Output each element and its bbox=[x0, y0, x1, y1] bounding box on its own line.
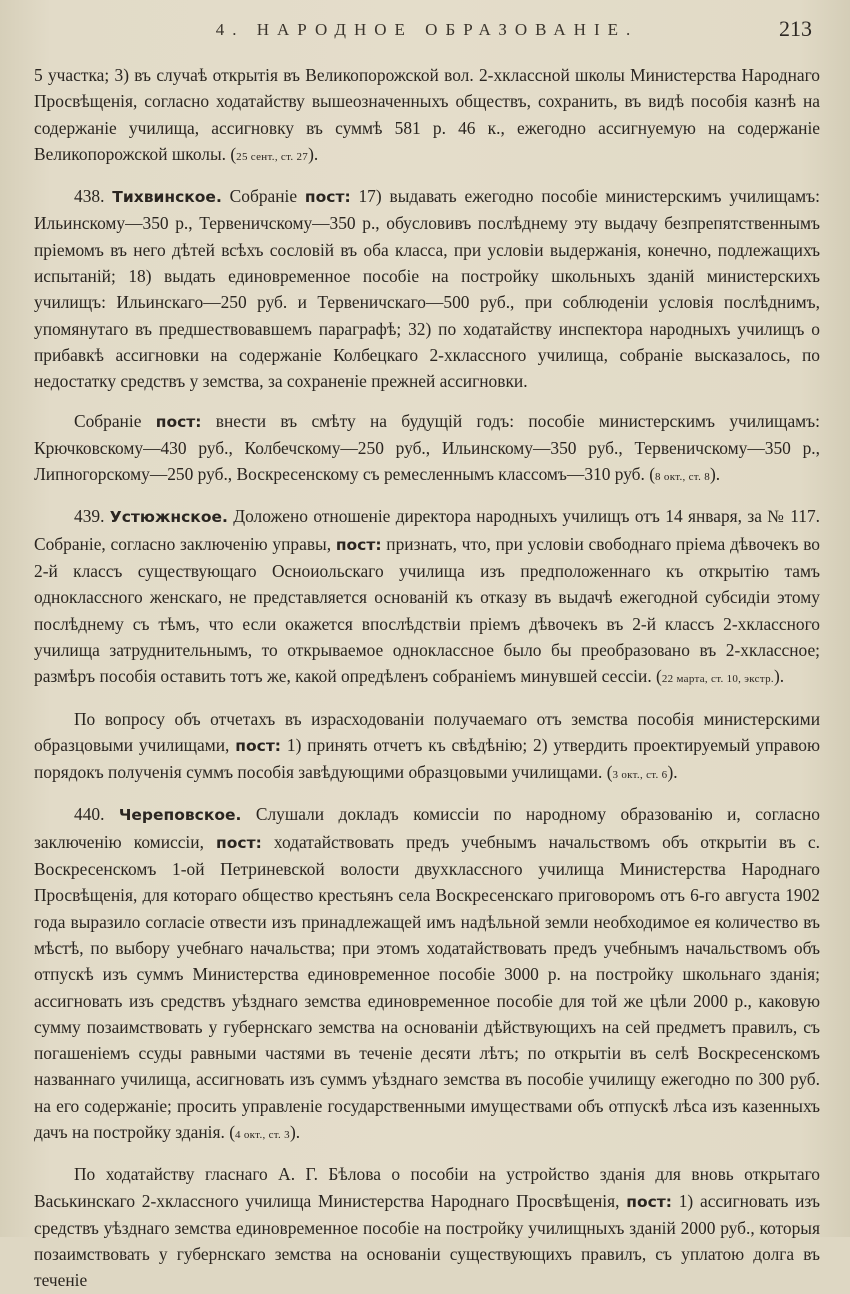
paragraph-text: 5 участка; 3) въ случаѣ открытія въ Великопорожской вол. 2-хклассной школы Министерства Народнаго Просвѣщенія, согласно ходатайству вышеозначенныхъ обществъ, сохранить, въ видѣ пособія казнѣ на содержаніе училища, ассигновку въ суммѣ 581 р. 46 к., ежегодно ассигнуемую на содержаніе Великопорожской школы. bbox=[34, 65, 820, 164]
entry-438-resolution bbox=[34, 408, 820, 491]
session-reference: 8 окт., ст. 8 bbox=[655, 471, 710, 484]
paragraph-text: 1) принять отчетъ къ свѣдѣнію; 2) утвердить проектируемый управою порядокъ полученія суммъ пособія завѣдующими образцовыми училищами. bbox=[34, 734, 820, 783]
paragraph-text: 1) ассигновать изъ средствъ уѣзднаго земства единовременное пособіе на постройку училищныхъ зданій 2000 руб., которыя позаимствовать у губернскаго земства на основаніи существующихъ правилъ, съ уплатою долга въ теченіе bbox=[34, 1190, 820, 1291]
entry-440 bbox=[34, 801, 820, 1148]
page-number: 213 bbox=[779, 16, 812, 41]
paragraph-lead: Собраніе bbox=[229, 186, 298, 207]
resolution-marker: пост: bbox=[335, 535, 382, 554]
reference-open: ( bbox=[230, 143, 237, 164]
resolution-marker: пост: bbox=[216, 833, 262, 852]
paragraph-lead: По вопросу объ отчетахъ въ израсходованіи получаемаго отъ земства пособія министерскими образцовыми училищами, bbox=[34, 708, 820, 755]
entry-440-belov-petition bbox=[34, 1161, 820, 1293]
paragraph-lead: Собраніе bbox=[74, 410, 142, 431]
page-header bbox=[34, 14, 820, 48]
entry-439 bbox=[34, 503, 820, 692]
entry-number: 440. bbox=[74, 804, 105, 825]
session-reference: 3 окт., ст. 6 bbox=[612, 769, 668, 782]
resolution-marker: пост: bbox=[304, 188, 351, 207]
session-reference: 25 сент., ст. 27 bbox=[236, 150, 309, 163]
reference-close: ). bbox=[773, 666, 785, 687]
running-head: 4. НАРОДНОЕ ОБРАЗОВАНІЕ. bbox=[215, 20, 639, 39]
paragraph-lead: По ходатайству гласнаго А. Г. Бѣлова о пособіи на устройство зданія для вновь открытаго Васькинскаго 2-хклассного училища Министерства Народнаго Просвѣщенія, bbox=[34, 1164, 820, 1211]
resolution-marker: пост: bbox=[235, 736, 282, 755]
entry-number: 438. bbox=[74, 186, 105, 207]
paragraph-text: ходатайствовать предъ учебнымъ начальствомъ объ открытіи въ с. Воскресенскомъ 1-ой Петриневской волости двухклассного училища Министерства Народнаго Просвѣщенія, для котораго общество крестьянъ села Воскресенскаго приговоромъ отъ 6-го августа 1902 года выразило согласіе отвести изъ принадлежащей имъ надѣльной земли необходимое ея количество въ мѣстѣ, по выбору учебнаго начальства; при этомъ ходатайствовать предъ учебнымъ начальствомъ объ отпускѣ изъ суммъ Министерства единовременное пособіе 3000 р. на постройку школьнаго зданія; ассигновать изъ средствъ уѣзднаго земства единовременное пособіе для той же цѣли 2000 р., каковую сумму позаимствовать у губернскаго земства на основаніи дѣйствующихъ на сей предметъ правилъ, съ погашеніемъ ссуды равными частями въ теченіе десяти лѣтъ; по открытіи въ селѣ Воскресенскомъ названнаго училища, ассигновать изъ суммъ уѣзднаго земства въ пособіе училищу ежегодно по 300 руб. на его содержаніе; просить управленіе государственными имуществами объ отпускѣ лѣса изъ казенныхъ дачъ на постройку зданія. bbox=[34, 831, 820, 1142]
reference-close: ). bbox=[308, 143, 319, 164]
paragraph-lead: Слушали докладъ комиссіи по народному образованію и, согласно заключенію комиссіи, bbox=[34, 804, 820, 852]
resolution-marker: пост: bbox=[155, 412, 202, 431]
reference-close: ). bbox=[289, 1121, 301, 1142]
reference-close: ). bbox=[667, 762, 678, 783]
zemstvo-name: Устюжнское. bbox=[109, 508, 228, 527]
reference-open: ( bbox=[229, 1121, 236, 1142]
session-reference: 4 окт., ст. 3 bbox=[235, 1128, 290, 1141]
reference-open: ( bbox=[649, 464, 656, 485]
entry-number: 439. bbox=[74, 506, 105, 527]
paragraph-text: внести въ смѣту на будущій годъ: пособіе министерскимъ училищамъ: Крючковскому—430 руб., Колбечскому—250 руб., Ильинскому—350 руб., Тервеничскому—350 р., Липногорскому—250 руб., Воскресенскому съ ремесленнымъ классомъ—310 руб. bbox=[34, 410, 820, 485]
reference-open: ( bbox=[656, 666, 662, 687]
paragraph-lead: Доложено отношеніе директора народныхъ училищъ отъ 14 января, за № 117. Собраніе, согласно заключенію управы, bbox=[34, 506, 820, 554]
reference-close: ). bbox=[710, 464, 721, 485]
paragraph-continuation bbox=[34, 62, 820, 170]
entry-439-reports bbox=[34, 706, 820, 789]
resolution-marker: пост: bbox=[626, 1192, 672, 1211]
paragraph-text: признать, что, при условіи свободнаго пріема дѣвочекъ во 2-й классъ существующаго Осноиольскаго училища изъ предположеннаго къ открытію тамъ одноклассного женскаго, не представляется основаній къ отказу въ выдачѣ ежегодной субсидіи этому послѣднему съ тѣмъ, что если окажется впослѣдствіи пріемъ дѣвочекъ въ 2-й классъ 2-хклассного училища затруднительнымъ, то открываемое одноклассное было бы преобразовано въ 2-хклассное; размѣръ пособія оставить тотъ же, какой опредѣленъ собраніемъ минувшей сессіи. bbox=[34, 533, 820, 687]
reference-open: ( bbox=[606, 762, 613, 783]
zemstvo-name: Тихвинское. bbox=[112, 188, 222, 207]
entry-438 bbox=[34, 183, 820, 394]
zemstvo-name: Череповское. bbox=[118, 806, 242, 825]
paragraph-text: 17) выдавать ежегодно пособіе министерскимъ училищамъ: Ильинскому—350 р., Тервеничскому—350 р., обусловивъ послѣднему эту выдачу безпрепятственнымъ пріемомъ въ него дѣтей всѣхъ сословій въ оба класса, при условіи выдержанія, конечно, подлежащихъ испытаній; 18) выдать единовременное пособіе на постройку школьныхъ зданій министерскихъ училищъ: Ильинскаго—250 руб. и Тервеничскаго—500 руб., при соблюденіи условія послѣднимъ, упомянутаго въ предшествовавшемъ параграфѣ; 32) по ходатайству инспектора народныхъ училищъ о прибавкѣ ассигновки на содержаніе Колбецкаго 2-хклассного училища, собраніе высказалось, по недостатку средствъ у земства, за сохраненіе прежней ассигновки. bbox=[34, 186, 821, 392]
session-reference: 22 марта, ст. 10, экстр. bbox=[661, 673, 774, 686]
